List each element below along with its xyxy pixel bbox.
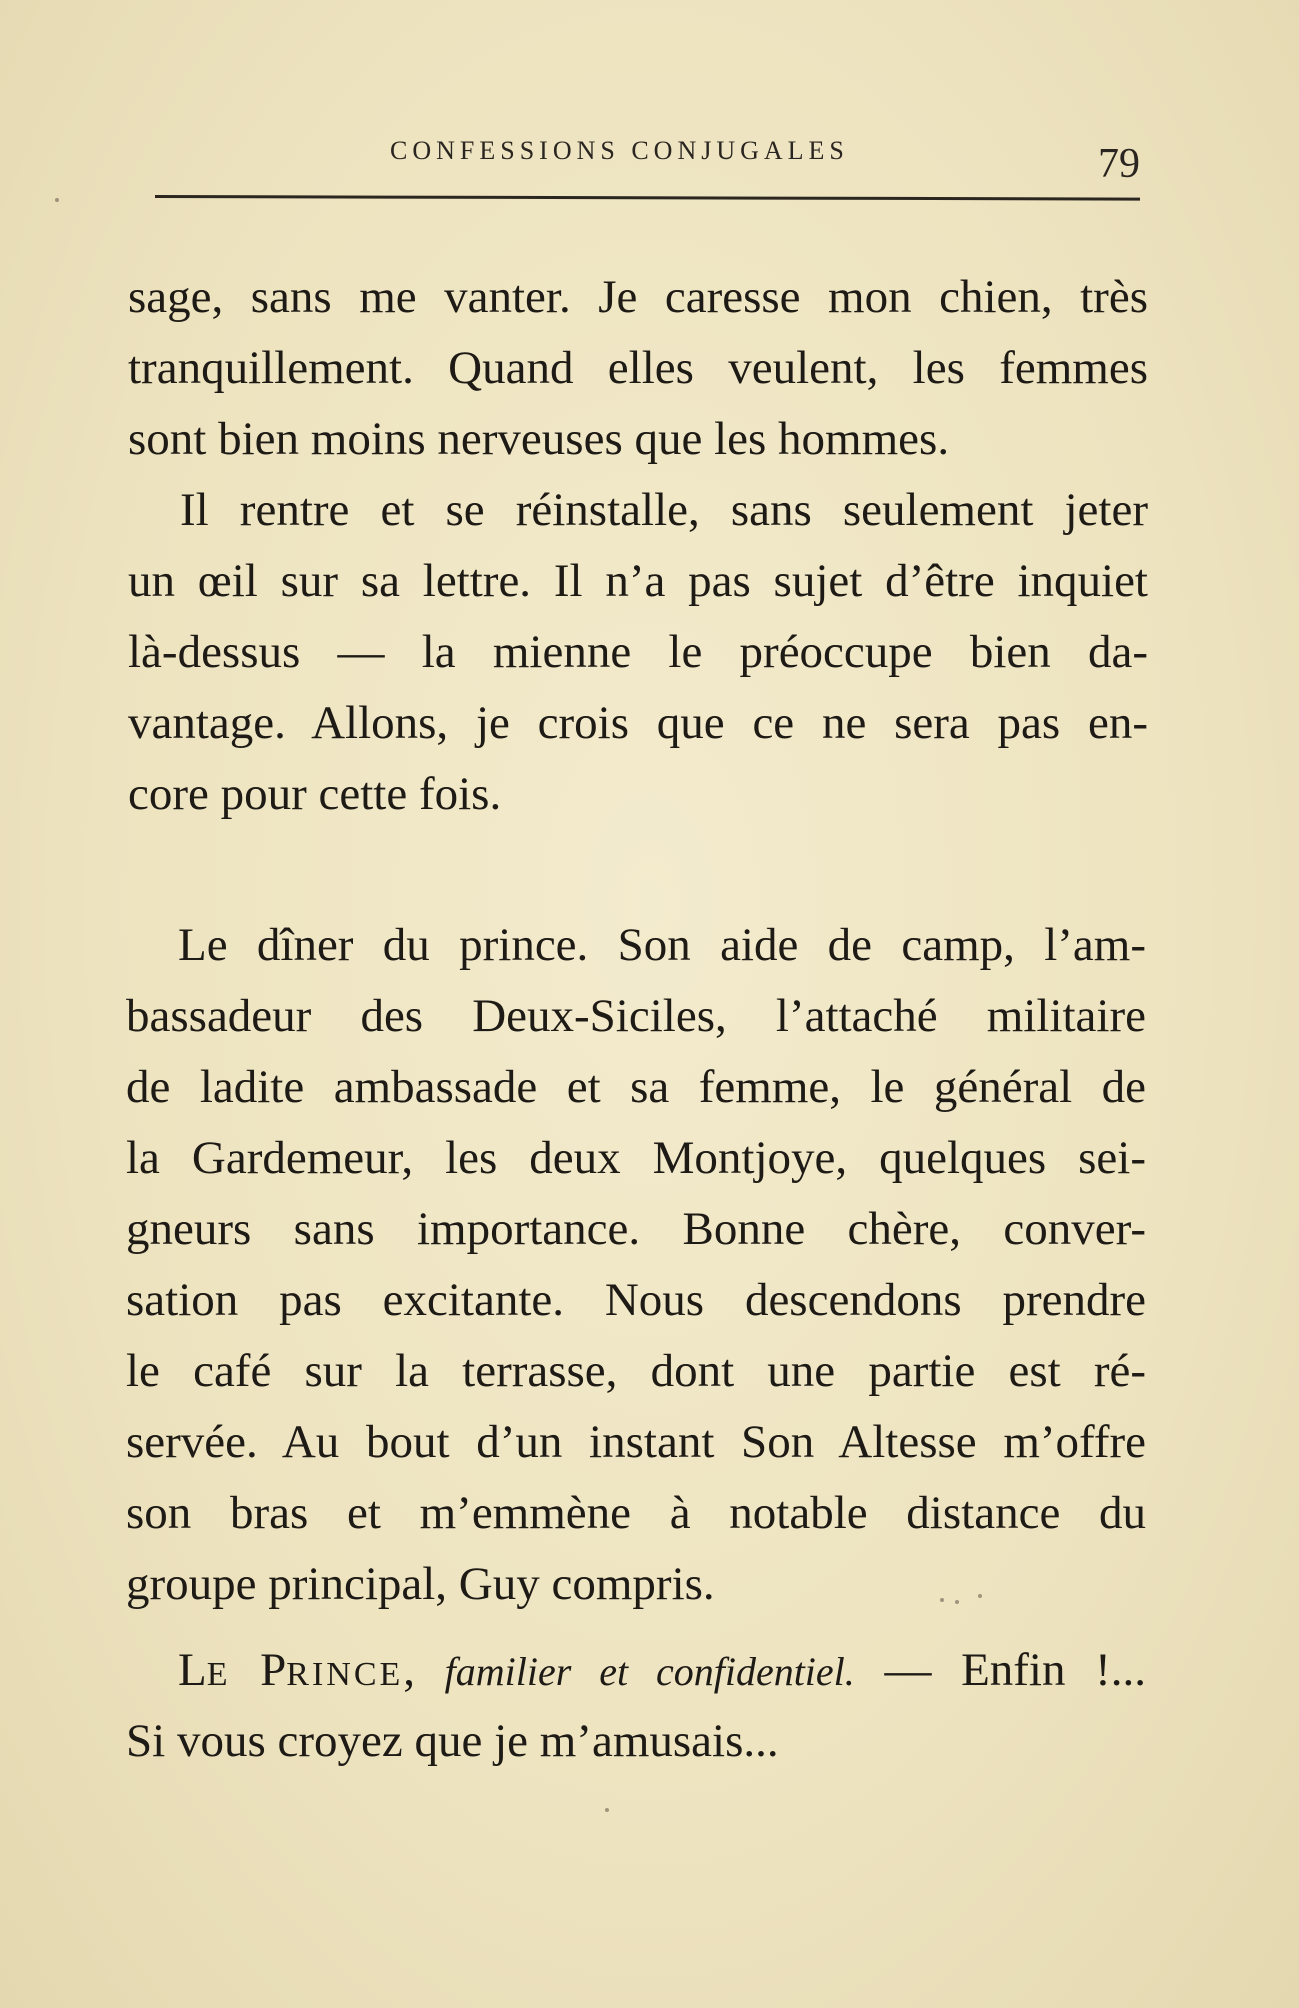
speaker-initial: L (178, 1644, 207, 1696)
text-line: servée. Au bout d’un instant Son Altesse m’offre (126, 1416, 1146, 1468)
text-line: sont bien moins nerveuses que les hommes. (128, 413, 950, 465)
text-line: bassadeur des Deux-Siciles, l’attaché militaire (126, 990, 1146, 1042)
text-line: Si vous croyez que je m’amusais... (126, 1715, 779, 1767)
dialogue-line (126, 1635, 1146, 1706)
paragraph-4 (126, 1635, 1146, 1777)
paragraph-2 (128, 475, 1148, 830)
speaker-small-caps: E (206, 1656, 231, 1693)
text-line: son bras et m’emmène à notable distance du (126, 1487, 1146, 1539)
paragraph-1 (128, 262, 1148, 475)
paper-speck (978, 1594, 982, 1598)
text-line: Il rentre et se réinstalle, sans seulement jeter (180, 484, 1148, 536)
text-line: vantage. Allons, je crois que ce ne sera pas en- (128, 697, 1148, 749)
paper-speck (605, 1808, 609, 1812)
speaker-initial: P (260, 1644, 287, 1696)
text-line: tranquillement. Quand elles veulent, les femmes (128, 342, 1148, 394)
page-number: 79 (1098, 141, 1140, 187)
paper-speck (55, 198, 59, 202)
stage-direction: familier et confidentiel. (444, 1649, 855, 1694)
text-line: le café sur la terrasse, dont une partie est ré- (126, 1345, 1146, 1397)
text-line: Le dîner du prince. Son aide de camp, l’am- (178, 919, 1146, 971)
speech-text: — Enfin !... (884, 1644, 1147, 1696)
speaker-name (178, 1644, 415, 1696)
paper-speck (955, 1600, 959, 1604)
text-line: un œil sur sa lettre. Il n’a pas sujet d’être inquiet (128, 555, 1148, 607)
text-line: de ladite ambassade et sa femme, le général de (126, 1061, 1146, 1113)
text-line: sage, sans me vanter. Je caresse mon chien, très (128, 271, 1148, 323)
running-title: CONFESSIONS CONJUGALES (390, 136, 849, 165)
paper-speck (940, 1598, 944, 1602)
text-line: core pour cette fois. (128, 768, 502, 820)
text-line: sation pas excitante. Nous descendons prendre (126, 1274, 1146, 1326)
speaker-comma: , (403, 1644, 416, 1696)
text-line: groupe principal, Guy compris. (126, 1558, 715, 1610)
header-rule (155, 195, 1140, 201)
text-line: la Gardemeur, les deux Montjoye, quelques sei- (126, 1132, 1146, 1184)
text-line: gneurs sans importance. Bonne chère, conver- (126, 1203, 1146, 1255)
text-line: là-dessus — la mienne le préoccupe bien da- (128, 626, 1148, 678)
speaker-small-caps: RINCE (286, 1656, 404, 1693)
paragraph-3 (126, 910, 1146, 1620)
